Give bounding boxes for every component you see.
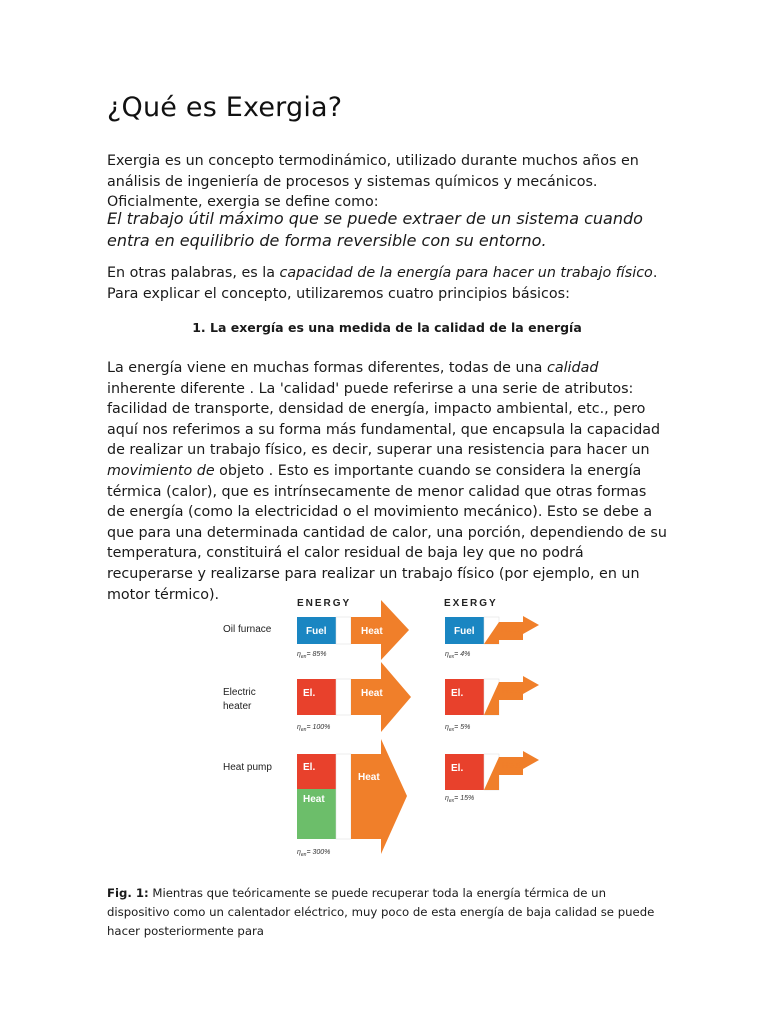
otras-palabras-paragraph [107,263,667,304]
energy-gap-2 [336,679,351,715]
exergy-eff-3: $\eta_{ex}= 15\%$ [445,795,475,804]
row-label-heater: heater [223,701,252,712]
energy-heat-arrow-3 [351,739,407,854]
row-label-heat-pump: Heat pump [223,762,272,773]
exergy-fuel-label: Fuel [454,626,475,637]
energy-eff-2: $\eta_{en}= 100\%$ [297,724,331,733]
energy-gap-1 [336,617,351,644]
energy-heat-input-label: Heat [303,794,325,805]
intro-paragraph: Exergia es un concepto termodinámico, utilizado durante muchos años en análisis de ingeniería de procesos y sistemas químicos y mecánicos. Oficialmente, exergia se define como: [107,153,639,211]
exergy-el-label-3: El. [451,763,464,774]
energy-exergy-figure [217,592,557,862]
body-text-2: inherente diferente . La 'calidad' puede referirse a una serie de atributos: facilidad de transporte, densidad de energía, impacto ambiental, etc., pero aquí nos referimos a su forma más fundamental, que encapsula la capacidad de realizar un trabajo físico, es decir, superar una resistencia para hacer un [107,380,661,459]
body-text-3: objeto . Esto es importante cuando se considera la energía térmica (calor), que es intrínsecamente de menor calidad que otras formas de energía (como la electricidad o el movimiento mecánico). Esto se debe a que para una determinada cantidad de calor, una porción, dependiendo de su temperatura, constituirá el calor residual de baja ley que no podrá recuperarse y realizarse para realizar un trabajo físico (por ejemplo, en un motor térmico). [107,462,667,603]
caption-label: Fig. 1: [107,886,149,900]
energy-heat-label-3: Heat [358,772,380,783]
exergy-heat-label-2: Heat [502,685,522,695]
otras-italic: capacidad de la energía para hacer un trabajo físico [279,265,653,281]
exergy-eff-2: $\eta_{ex}= 5\%$ [445,724,471,733]
energy-fuel-label: Fuel [306,626,327,637]
section-heading: 1. La exergía es una medida de la calidad de la energía [192,320,582,335]
energy-heat-label-2: Heat [361,688,383,699]
body-italic-1: calidad [546,360,599,376]
row-label-oil-furnace: Oil furnace [223,624,272,635]
exergy-column-header: EXERGY [444,598,498,609]
energy-el-label-3: El. [303,762,316,773]
body-italic-2: movimiento de [107,462,215,479]
body-text-1: La energía viene en muchas formas diferentes, todas de una [107,360,547,376]
otras-text-2: . Para explicar el concepto, utilizaremos cuatro principios básicos: [107,265,658,302]
row-label-electric: Electric [223,687,256,698]
exergy-el-label-2: El. [451,688,464,699]
exergy-eff-1: $\eta_{ex}= 4\%$ [445,651,471,660]
otras-text-1: En otras palabras, es la [107,265,280,281]
energy-gap-3 [336,754,351,839]
caption-text: Mientras que teóricamente se puede recuperar toda la energía térmica de un dispositivo como un calentador eléctrico, muy poco de esta energía de baja calidad se puede hacer posteriormente para [107,886,655,938]
exergy-heat-label-1: Heat [501,624,521,634]
exergy-heat-label-3: Heat [502,760,522,770]
energy-eff-1: $\eta_{en}= 85\%$ [297,651,327,660]
figure-caption [107,884,667,941]
energy-el-label-2: El. [303,688,316,699]
energy-column-header: ENERGY [297,598,352,609]
page-title: ¿Qué es Exergia? [107,92,343,123]
energy-heat-label-1: Heat [361,626,383,637]
body-paragraph [107,358,667,605]
definition-text: El trabajo útil máximo que se puede extraer de un sistema cuando entra en equilibrio de forma reversible con su entorno. [107,209,643,250]
energy-eff-3: $\eta_{en}= 300\%$ [297,849,331,858]
